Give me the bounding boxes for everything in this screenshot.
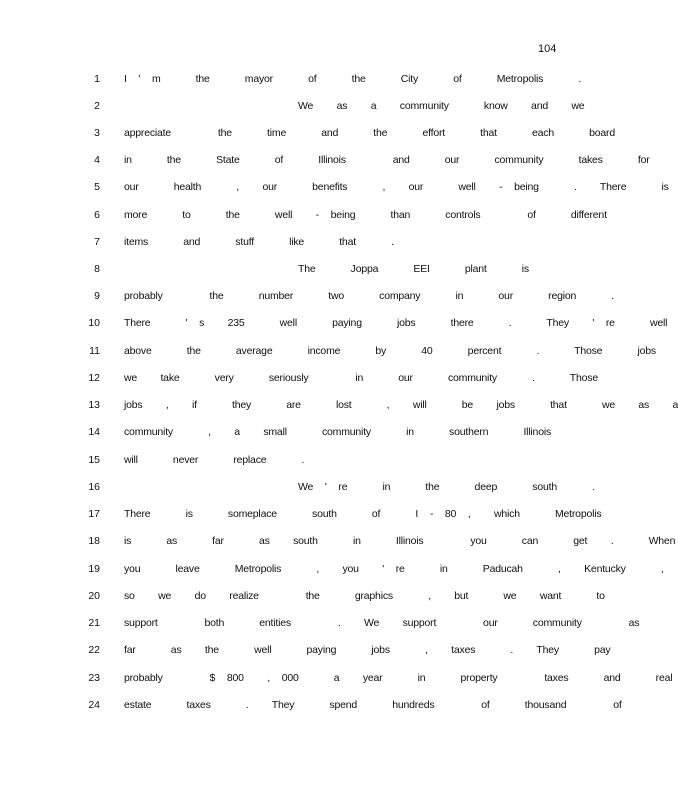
- line-number: 6: [94, 209, 100, 221]
- line-number: 7: [94, 236, 100, 248]
- transcript-line: [0, 181, 669, 197]
- transcript-line: [0, 699, 622, 715]
- transcript-line: [0, 73, 618, 89]
- line-text: There is someplace south of I - 80 , which Metropolis: [124, 508, 602, 520]
- line-text: jobs , if they are lost , will be jobs that we as a: [124, 399, 678, 411]
- line-number: 17: [88, 508, 100, 520]
- line-number: 9: [94, 290, 100, 302]
- line-text: support both entities . We support our community as: [124, 617, 640, 629]
- line-number: 1: [94, 73, 100, 85]
- transcript-line: [0, 590, 618, 606]
- line-text: The Joppa EEI plant is: [298, 263, 529, 275]
- line-number: 10: [88, 317, 100, 329]
- line-text: in the State of Illinois and our community takes for: [124, 154, 650, 166]
- line-number: 4: [94, 154, 100, 166]
- line-text: probably the number two company in our region .: [124, 290, 615, 302]
- line-text: appreciate the time and the effort that each board: [124, 127, 615, 139]
- line-text: we take very seriously in our community . Those: [124, 372, 598, 384]
- line-text: estate taxes . They spend hundreds of thousand of: [124, 699, 622, 711]
- transcript-line: [0, 209, 618, 225]
- line-text: so we do realize the graphics , but we want to: [124, 590, 605, 602]
- transcript-line: [0, 372, 618, 388]
- line-text: far as the well paying jobs , taxes . They pay: [124, 644, 611, 656]
- transcript-line: [0, 508, 618, 524]
- transcript-line: [0, 236, 618, 252]
- line-number: 22: [88, 644, 100, 656]
- transcript-line: [0, 426, 618, 442]
- line-text: is as far as south in Illinois you can get . When: [124, 535, 676, 547]
- line-text: you leave Metropolis , you ' re in Paducah , Kentucky ,: [124, 563, 664, 575]
- transcript-line: [0, 154, 650, 170]
- transcript-line: [0, 481, 618, 497]
- transcript-line: [0, 535, 676, 551]
- line-number: 11: [89, 345, 100, 357]
- line-text: more to the well - being than controls of different: [124, 209, 607, 221]
- line-text: We as a community know and we: [298, 100, 585, 112]
- transcript-line: [0, 399, 678, 415]
- transcript-line: [0, 617, 640, 633]
- transcript-line: [0, 672, 673, 688]
- line-number: 14: [88, 426, 100, 438]
- line-number: 19: [88, 563, 100, 575]
- line-number: 21: [88, 617, 100, 629]
- line-number: 23: [88, 672, 100, 684]
- line-text: items and stuff like that .: [124, 236, 394, 248]
- transcript-line: [0, 100, 618, 116]
- line-number: 24: [88, 699, 100, 711]
- line-text: community , a small community in southern Illinois: [124, 426, 552, 438]
- line-number: 12: [88, 372, 100, 384]
- line-text: We ' re in the deep south .: [298, 481, 595, 493]
- line-text: our health , our benefits , our well - being . There is: [124, 181, 669, 193]
- line-number: 8: [94, 263, 100, 275]
- page-number: 104: [538, 43, 557, 55]
- transcript-line: [0, 127, 618, 143]
- line-number: 15: [88, 454, 100, 466]
- line-number: 13: [88, 399, 100, 411]
- line-text: I ' m the mayor of the City of Metropolis .: [124, 73, 582, 85]
- line-number: 20: [88, 590, 100, 602]
- transcript-line: [0, 644, 618, 660]
- transcript-line: [0, 317, 668, 333]
- transcript-line: [0, 563, 664, 579]
- transcript-line: [0, 263, 618, 279]
- line-number: 16: [88, 481, 100, 493]
- line-text: will never replace .: [124, 454, 305, 466]
- transcript-line: [0, 345, 656, 361]
- line-text: probably $ 800 , 000 a year in property taxes and real: [124, 672, 673, 684]
- line-number: 2: [94, 100, 100, 112]
- line-text: There ' s 235 well paying jobs there . They ' re well: [124, 317, 668, 329]
- transcript-line: [0, 454, 618, 470]
- transcript-line: [0, 290, 618, 306]
- line-number: 18: [88, 535, 100, 547]
- line-text: above the average income by 40 percent . Those jobs: [124, 345, 656, 357]
- line-number: 5: [94, 181, 100, 193]
- line-number: 3: [94, 127, 100, 139]
